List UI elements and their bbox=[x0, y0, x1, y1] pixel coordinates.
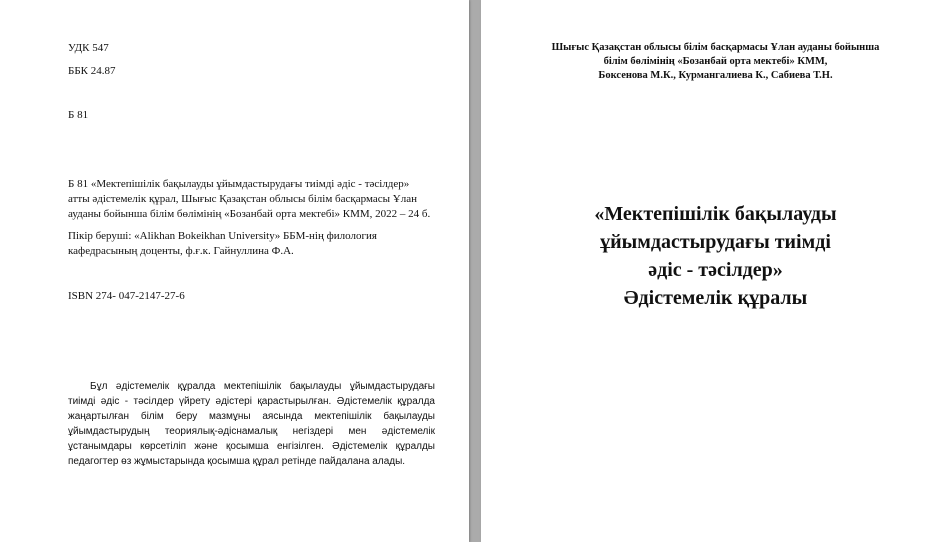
left-page bbox=[0, 0, 469, 542]
header-line: Шығыс Қазақстан облысы білім басқармасы Ұлан ауданы бойынша bbox=[551, 42, 880, 53]
title-line: ұйымдастырудағы тиімді bbox=[600, 231, 831, 253]
biblio-line: Б 81 «Мектепішілік бақылауды ұйымдастырудағы тиімді әдіс - тәсілдер» bbox=[68, 178, 410, 190]
authors-line: Боксенова М.К., Курмангалиева К., Сабиева Т.Н. bbox=[598, 70, 833, 81]
right-page bbox=[481, 0, 950, 542]
abstract-paragraph: Бұл әдістемелік құралда мектепішілік бақылауды ұйымдастырудағы тиімді әдіс - тәсілдер үйрету әдістері қарастырылған. Әдістемелік құралда жаңартылған білім беру мазмұны аясында мектепішілік бақылауды ұйымдастырудың теориялық-әдіснамалық негіздері мен әдістемелік ұстанымдары көрсетіліп және қосымша енгізілген. Әдістемелік құралды педагогтер өз жұмыстарында қосымша құрал ретінде пайдалана алады. bbox=[68, 381, 435, 467]
biblio-line: атты әдістемелік құрал, Шығыс Қазақстан облысы білім басқармасы Ұлан bbox=[68, 193, 417, 205]
reviewer-line: кафедрасының доценты, ф.ғ.к. Гайнуллина Ф.А. bbox=[68, 245, 294, 257]
title-line: әдіс - тәсілдер» bbox=[648, 259, 783, 281]
author-mark: Б 81 bbox=[68, 109, 89, 121]
biblio-line: ауданы бойынша білім бөлімінің «Бозанбай орта мектебі» КММ, 2022 – 24 б. bbox=[68, 208, 431, 220]
isbn: ISBN 274- 047-2147-27-6 bbox=[68, 290, 185, 302]
header-line: білім бөлімінің «Бозанбай орта мектебі» КММ, bbox=[603, 56, 828, 67]
book-title bbox=[481, 200, 950, 312]
institution-header bbox=[481, 41, 950, 83]
title-line: «Мектепішілік бақылауды bbox=[594, 203, 837, 225]
subtitle-line: Әдістемелік құралы bbox=[623, 287, 808, 309]
udk-code: УДК 547 bbox=[68, 42, 109, 54]
reviewer-line: Пікір беруші: «Alikhan Bokeikhan University» ББМ-нің филология bbox=[68, 230, 377, 242]
bbk-code: ББК 24.87 bbox=[68, 65, 116, 77]
